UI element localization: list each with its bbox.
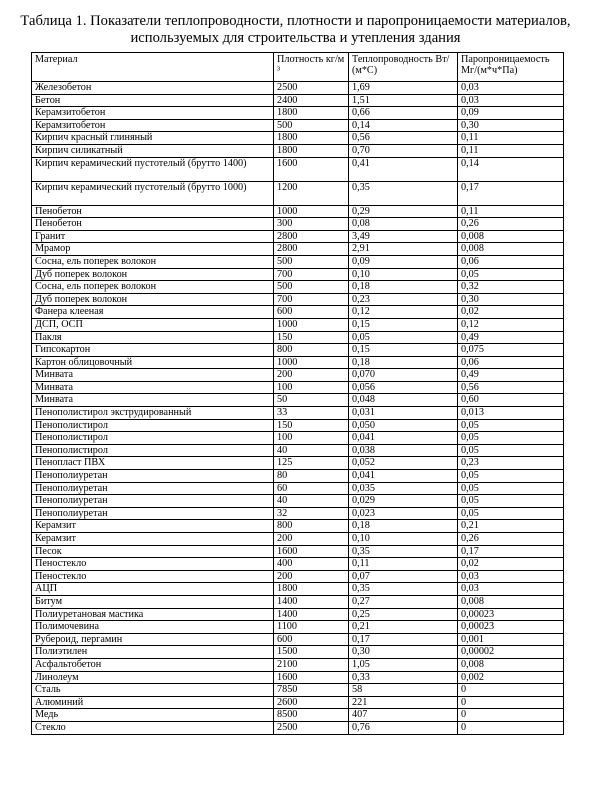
cell-density: 100: [274, 432, 349, 445]
cell-material: Полимочевина: [32, 621, 274, 634]
cell-material: Керамзитобетон: [32, 119, 274, 132]
cell-material: Дуб поперек волокон: [32, 268, 274, 281]
cell-conductivity: 0,17: [349, 633, 458, 646]
cell-conductivity: 0,10: [349, 268, 458, 281]
table-row: [32, 356, 564, 369]
header-row: [32, 53, 564, 82]
table-row: [32, 495, 564, 508]
cell-density: 33: [274, 407, 349, 420]
cell-density: 1000: [274, 318, 349, 331]
cell-conductivity: 0,023: [349, 507, 458, 520]
cell-density: 2800: [274, 230, 349, 243]
cell-material: Пенопласт ПВХ: [32, 457, 274, 470]
cell-permeability: 0,008: [458, 658, 564, 671]
cell-permeability: 0,49: [458, 369, 564, 382]
cell-conductivity: 0,029: [349, 495, 458, 508]
cell-conductivity: 0,25: [349, 608, 458, 621]
cell-material: Пеностекло: [32, 570, 274, 583]
cell-density: 500: [274, 255, 349, 268]
cell-material: Картон облицовочный: [32, 356, 274, 369]
cell-density: 100: [274, 381, 349, 394]
cell-permeability: 0,14: [458, 157, 564, 181]
table-row: [32, 132, 564, 145]
cell-density: 1400: [274, 595, 349, 608]
cell-conductivity: 1,05: [349, 658, 458, 671]
table-row: [32, 533, 564, 546]
cell-conductivity: 0,052: [349, 457, 458, 470]
cell-permeability: 0,11: [458, 144, 564, 157]
table-row: [32, 255, 564, 268]
cell-permeability: 0,30: [458, 293, 564, 306]
table-row: [32, 621, 564, 634]
cell-density: 800: [274, 520, 349, 533]
table-row: [32, 633, 564, 646]
table-row: [32, 394, 564, 407]
cell-conductivity: 0,41: [349, 157, 458, 181]
cell-material: Кирпич керамический пустотелый (брутто 1400): [32, 157, 274, 181]
cell-density: 2500: [274, 82, 349, 95]
cell-density: 500: [274, 281, 349, 294]
cell-material: Минвата: [32, 394, 274, 407]
cell-material: Кирпич керамический пустотелый (брутто 1000): [32, 181, 274, 205]
cell-material: Пенополистирол: [32, 432, 274, 445]
table-row: [32, 482, 564, 495]
cell-conductivity: 0,56: [349, 132, 458, 145]
table-row: [32, 595, 564, 608]
cell-material: Алюминий: [32, 696, 274, 709]
cell-density: 40: [274, 444, 349, 457]
cell-conductivity: 58: [349, 684, 458, 697]
cell-permeability: 0,06: [458, 356, 564, 369]
cell-density: 60: [274, 482, 349, 495]
table-row: [32, 243, 564, 256]
cell-conductivity: 0,30: [349, 646, 458, 659]
cell-permeability: 0: [458, 684, 564, 697]
cell-permeability: 0,008: [458, 230, 564, 243]
cell-material: Минвата: [32, 369, 274, 382]
cell-material: Пенополистирол: [32, 444, 274, 457]
table-row: [32, 344, 564, 357]
cell-density: 400: [274, 558, 349, 571]
cell-permeability: 0,00002: [458, 646, 564, 659]
cell-material: Кирпич красный глиняный: [32, 132, 274, 145]
cell-permeability: 0,00023: [458, 608, 564, 621]
cell-material: Стекло: [32, 721, 274, 734]
cell-permeability: 0,05: [458, 507, 564, 520]
cell-permeability: 0,05: [458, 470, 564, 483]
table-row: [32, 281, 564, 294]
cell-conductivity: 0,056: [349, 381, 458, 394]
table-row: [32, 181, 564, 205]
cell-density: 1800: [274, 583, 349, 596]
cell-permeability: 0,21: [458, 520, 564, 533]
cell-permeability: 0,60: [458, 394, 564, 407]
cell-permeability: 0,002: [458, 671, 564, 684]
cell-permeability: 0,00023: [458, 621, 564, 634]
cell-conductivity: 0,048: [349, 394, 458, 407]
cell-density: 1000: [274, 356, 349, 369]
cell-density: 40: [274, 495, 349, 508]
cell-permeability: 0,03: [458, 82, 564, 95]
cell-conductivity: 0,09: [349, 255, 458, 268]
cell-density: 1600: [274, 545, 349, 558]
cell-conductivity: 1,51: [349, 94, 458, 107]
cell-conductivity: 0,15: [349, 344, 458, 357]
cell-density: 800: [274, 344, 349, 357]
table-row: [32, 558, 564, 571]
cell-conductivity: 0,041: [349, 432, 458, 445]
cell-density: 2400: [274, 94, 349, 107]
cell-material: Пенополиуретан: [32, 470, 274, 483]
cell-material: Фанера клееная: [32, 306, 274, 319]
table-row: [32, 470, 564, 483]
cell-conductivity: 0,041: [349, 470, 458, 483]
cell-density: 1600: [274, 157, 349, 181]
table-row: [32, 157, 564, 181]
cell-permeability: 0,23: [458, 457, 564, 470]
cell-permeability: 0,26: [458, 218, 564, 231]
cell-permeability: 0,26: [458, 533, 564, 546]
cell-material: Минвата: [32, 381, 274, 394]
cell-density: 200: [274, 570, 349, 583]
cell-material: Пенополистирол экструдированный: [32, 407, 274, 420]
cell-material: Пеностекло: [32, 558, 274, 571]
cell-permeability: 0,17: [458, 545, 564, 558]
table-caption: [0, 13, 591, 47]
table-row: [32, 144, 564, 157]
cell-conductivity: 221: [349, 696, 458, 709]
cell-conductivity: 0,76: [349, 721, 458, 734]
cell-density: 1600: [274, 671, 349, 684]
cell-permeability: 0,05: [458, 432, 564, 445]
cell-permeability: 0,32: [458, 281, 564, 294]
cell-conductivity: 0,27: [349, 595, 458, 608]
cell-material: Дуб поперек волокон: [32, 293, 274, 306]
cell-conductivity: 0,18: [349, 281, 458, 294]
cell-density: 125: [274, 457, 349, 470]
cell-material: Битум: [32, 595, 274, 608]
cell-conductivity: 0,70: [349, 144, 458, 157]
cell-conductivity: 0,35: [349, 545, 458, 558]
cell-conductivity: 0,035: [349, 482, 458, 495]
cell-density: 200: [274, 533, 349, 546]
header-density: Плотность кг/м³: [274, 53, 349, 82]
table-row: [32, 119, 564, 132]
cell-conductivity: 2,91: [349, 243, 458, 256]
table-row: [32, 520, 564, 533]
cell-density: 300: [274, 218, 349, 231]
table-row: [32, 671, 564, 684]
cell-permeability: 0,001: [458, 633, 564, 646]
cell-density: 600: [274, 633, 349, 646]
cell-material: Полиэтилен: [32, 646, 274, 659]
cell-permeability: 0,05: [458, 482, 564, 495]
cell-density: 50: [274, 394, 349, 407]
cell-material: Сталь: [32, 684, 274, 697]
cell-conductivity: 0,18: [349, 520, 458, 533]
cell-permeability: 0: [458, 709, 564, 722]
table-row: [32, 419, 564, 432]
cell-density: 2600: [274, 696, 349, 709]
cell-permeability: 0,075: [458, 344, 564, 357]
cell-conductivity: 1,69: [349, 82, 458, 95]
cell-permeability: 0,03: [458, 583, 564, 596]
table-row: [32, 507, 564, 520]
cell-material: Керамзит: [32, 533, 274, 546]
cell-density: 1500: [274, 646, 349, 659]
table-row: [32, 570, 564, 583]
cell-material: Пенополиуретан: [32, 495, 274, 508]
cell-density: 1200: [274, 181, 349, 205]
cell-permeability: 0,02: [458, 558, 564, 571]
cell-permeability: 0,49: [458, 331, 564, 344]
table-row: [32, 444, 564, 457]
cell-permeability: 0,03: [458, 94, 564, 107]
cell-conductivity: 0,070: [349, 369, 458, 382]
table-row: [32, 268, 564, 281]
cell-conductivity: 0,14: [349, 119, 458, 132]
table-row: [32, 369, 564, 382]
cell-density: 700: [274, 293, 349, 306]
cell-material: Медь: [32, 709, 274, 722]
cell-material: Пакля: [32, 331, 274, 344]
cell-density: 200: [274, 369, 349, 382]
cell-density: 1400: [274, 608, 349, 621]
table-row: [32, 721, 564, 734]
cell-material: Пенобетон: [32, 205, 274, 218]
cell-material: Рубероид, пергамин: [32, 633, 274, 646]
cell-material: Песок: [32, 545, 274, 558]
table-row: [32, 306, 564, 319]
cell-conductivity: 407: [349, 709, 458, 722]
cell-permeability: 0,02: [458, 306, 564, 319]
cell-density: 2800: [274, 243, 349, 256]
header-material: Материал: [32, 53, 274, 82]
cell-conductivity: 0,66: [349, 107, 458, 120]
cell-conductivity: 0,05: [349, 331, 458, 344]
cell-density: 1800: [274, 132, 349, 145]
table-row: [32, 107, 564, 120]
table-row: [32, 205, 564, 218]
cell-conductivity: 0,15: [349, 318, 458, 331]
materials-table: [31, 52, 564, 735]
cell-permeability: 0,008: [458, 243, 564, 256]
cell-material: Керамзитобетон: [32, 107, 274, 120]
cell-density: 7850: [274, 684, 349, 697]
cell-density: 32: [274, 507, 349, 520]
cell-conductivity: 0,031: [349, 407, 458, 420]
table-row: [32, 583, 564, 596]
cell-material: АЦП: [32, 583, 274, 596]
cell-material: Керамзит: [32, 520, 274, 533]
cell-permeability: 0,11: [458, 132, 564, 145]
cell-density: 1800: [274, 107, 349, 120]
table-body: [32, 82, 564, 735]
cell-material: Гипсокартон: [32, 344, 274, 357]
cell-permeability: 0,11: [458, 205, 564, 218]
cell-material: Полиуретановая мастика: [32, 608, 274, 621]
cell-permeability: 0: [458, 696, 564, 709]
cell-conductivity: 0,038: [349, 444, 458, 457]
table-row: [32, 407, 564, 420]
cell-density: 1000: [274, 205, 349, 218]
cell-density: 1800: [274, 144, 349, 157]
table-row: [32, 457, 564, 470]
cell-permeability: 0,05: [458, 268, 564, 281]
cell-permeability: 0,56: [458, 381, 564, 394]
cell-permeability: 0: [458, 721, 564, 734]
cell-density: 150: [274, 419, 349, 432]
cell-conductivity: 0,29: [349, 205, 458, 218]
cell-material: Сосна, ель поперек волокон: [32, 255, 274, 268]
cell-material: Пенополиуретан: [32, 507, 274, 520]
table-row: [32, 318, 564, 331]
table-row: [32, 218, 564, 231]
cell-permeability: 0,008: [458, 595, 564, 608]
cell-density: 8500: [274, 709, 349, 722]
table-row: [32, 230, 564, 243]
table-row: [32, 696, 564, 709]
cell-conductivity: 0,23: [349, 293, 458, 306]
cell-density: 150: [274, 331, 349, 344]
cell-material: ДСП, ОСП: [32, 318, 274, 331]
cell-conductivity: 0,35: [349, 181, 458, 205]
cell-density: 600: [274, 306, 349, 319]
cell-material: Кирпич силикатный: [32, 144, 274, 157]
cell-density: 500: [274, 119, 349, 132]
cell-conductivity: 0,10: [349, 533, 458, 546]
cell-conductivity: 0,35: [349, 583, 458, 596]
table-row: [32, 709, 564, 722]
cell-material: Пенобетон: [32, 218, 274, 231]
table-row: [32, 432, 564, 445]
cell-density: 2100: [274, 658, 349, 671]
cell-material: Линолеум: [32, 671, 274, 684]
cell-conductivity: 0,18: [349, 356, 458, 369]
table-row: [32, 658, 564, 671]
cell-material: Бетон: [32, 94, 274, 107]
cell-conductivity: 0,33: [349, 671, 458, 684]
cell-density: 2500: [274, 721, 349, 734]
cell-permeability: 0,05: [458, 419, 564, 432]
header-permeability: Паропроницаемость Мг/(м*ч*Па): [458, 53, 564, 82]
cell-conductivity: 0,12: [349, 306, 458, 319]
cell-density: 700: [274, 268, 349, 281]
cell-permeability: 0,013: [458, 407, 564, 420]
cell-conductivity: 0,050: [349, 419, 458, 432]
cell-material: Пенополистирол: [32, 419, 274, 432]
caption-line-1: Таблица 1. Показатели теплопроводности, плотности и паропроницаемости материалов,: [20, 13, 571, 29]
cell-permeability: 0,09: [458, 107, 564, 120]
cell-material: Асфальтобетон: [32, 658, 274, 671]
cell-material: Мрамор: [32, 243, 274, 256]
cell-permeability: 0,06: [458, 255, 564, 268]
table-row: [32, 608, 564, 621]
header-conductivity: Теплопроводность Вт/(м*С): [349, 53, 458, 82]
cell-permeability: 0,30: [458, 119, 564, 132]
cell-material: Пенополиуретан: [32, 482, 274, 495]
cell-conductivity: 0,21: [349, 621, 458, 634]
cell-permeability: 0,03: [458, 570, 564, 583]
table-row: [32, 684, 564, 697]
table-row: [32, 94, 564, 107]
cell-density: 1100: [274, 621, 349, 634]
table-row: [32, 646, 564, 659]
table-row: [32, 82, 564, 95]
cell-conductivity: 3,49: [349, 230, 458, 243]
cell-material: Железобетон: [32, 82, 274, 95]
cell-conductivity: 0,11: [349, 558, 458, 571]
cell-density: 80: [274, 470, 349, 483]
cell-permeability: 0,12: [458, 318, 564, 331]
caption-line-2: используемых для строительства и утепления здания: [130, 30, 461, 46]
cell-conductivity: 0,08: [349, 218, 458, 231]
cell-permeability: 0,05: [458, 495, 564, 508]
table-row: [32, 331, 564, 344]
table-row: [32, 381, 564, 394]
cell-permeability: 0,05: [458, 444, 564, 457]
table-row: [32, 545, 564, 558]
cell-conductivity: 0,07: [349, 570, 458, 583]
cell-permeability: 0,17: [458, 181, 564, 205]
cell-material: Гранит: [32, 230, 274, 243]
cell-material: Сосна, ель поперек волокон: [32, 281, 274, 294]
table-row: [32, 293, 564, 306]
